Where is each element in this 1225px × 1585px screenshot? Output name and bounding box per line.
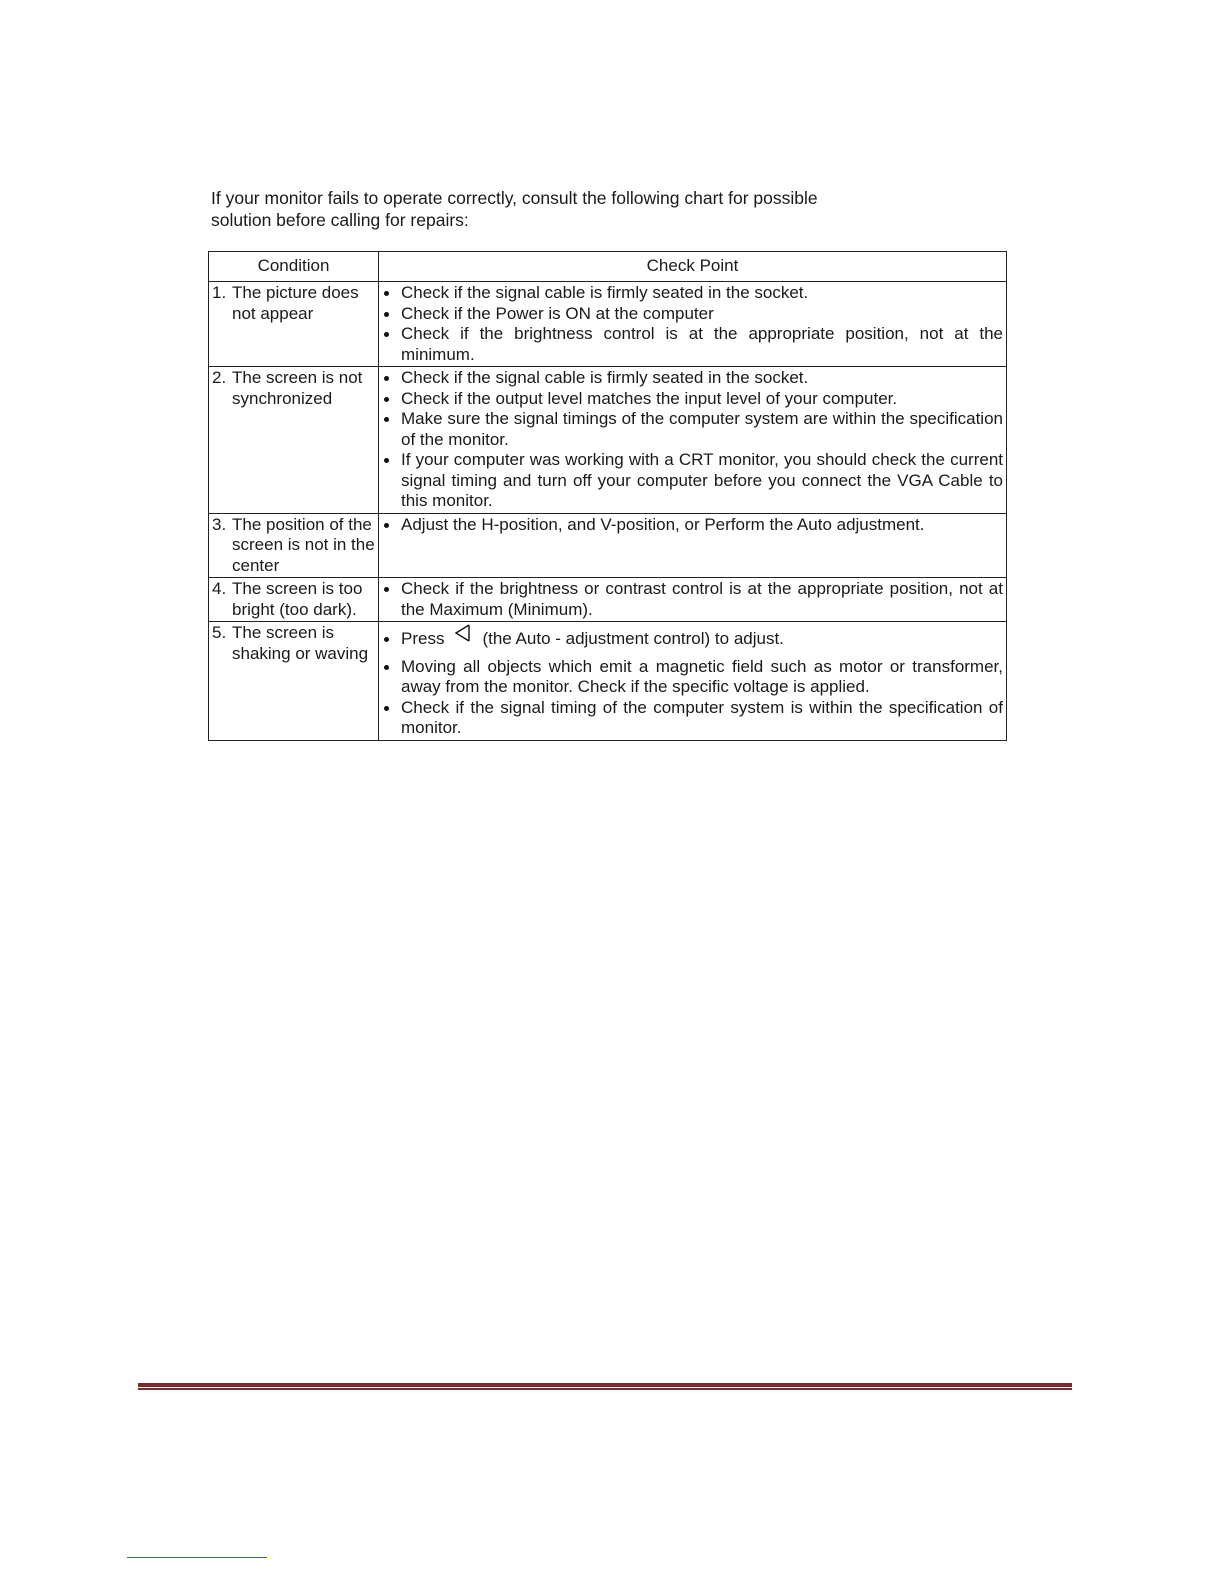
table-row (209, 367, 1007, 514)
condition-cell (209, 513, 379, 578)
footer-rule (138, 1383, 1072, 1390)
condition-number: 4. (212, 579, 227, 598)
check-item: Check if the signal cable is firmly seated in the socket. (382, 283, 1003, 304)
condition-text: The screen is shaking or waving (232, 623, 369, 663)
intro-line-1: If your monitor fails to operate correctly, consult the following chart for possible (211, 188, 818, 208)
footer-rule-thin (138, 1388, 1072, 1390)
footnote-separator (127, 1557, 267, 1558)
check-item: Check if the Power is ON at the computer (382, 304, 1003, 325)
auto-adjust-triangle-icon (454, 623, 472, 643)
check-item: If your computer was working with a CRT monitor, you should check the current signal timing and turn off your computer before you connect the VGA Cable to this monitor. (382, 450, 1003, 512)
check-item: Moving all objects which emit a magnetic field such as motor or transformer, away from the monitor. Check if the specific voltage is applied. (382, 657, 1003, 698)
condition-cell (209, 282, 379, 367)
check-item-press (382, 629, 1003, 650)
check-point-cell (379, 282, 1007, 367)
check-item: Adjust the H-position, and V-position, or Perform the Auto adjustment. (382, 515, 1003, 536)
press-prefix: Press (401, 629, 445, 648)
check-item: Check if the signal timing of the computer system is within the specification of monitor. (382, 698, 1003, 739)
condition-number: 3. (212, 514, 227, 534)
intro-line-2: solution before calling for repairs: (211, 210, 469, 230)
intro-paragraph (211, 187, 971, 231)
table-row (209, 578, 1007, 622)
check-item: Make sure the signal timings of the computer system are within the specification of the monitor. (382, 409, 1003, 450)
check-point-cell (379, 578, 1007, 622)
condition-cell (209, 578, 379, 622)
table-header-row (209, 252, 1007, 282)
condition-cell (209, 367, 379, 514)
condition-number: 2. (212, 368, 227, 387)
condition-text: The screen is not synchronized (232, 368, 363, 408)
check-item: Check if the brightness or contrast control is at the appropriate position, not at the Maximum (Minimum). (382, 579, 1003, 620)
troubleshooting-table (208, 251, 1007, 741)
check-point-cell (379, 367, 1007, 514)
table-row (209, 282, 1007, 367)
check-item: Check if the brightness control is at the appropriate position, not at the minimum. (382, 324, 1003, 365)
condition-text: The screen is too bright (too dark). (232, 579, 363, 619)
condition-text: The position of the screen is not in the center (232, 514, 375, 575)
footer-rule-thick (138, 1383, 1072, 1387)
check-point-cell (379, 513, 1007, 578)
condition-number: 5. (212, 623, 227, 642)
table-row (209, 622, 1007, 741)
condition-number: 1. (212, 283, 227, 302)
check-point-cell (379, 622, 1007, 741)
check-item: Check if the signal cable is firmly seated in the socket. (382, 368, 1003, 389)
condition-cell (209, 622, 379, 741)
table-row (209, 513, 1007, 578)
header-condition: Condition (209, 252, 379, 282)
press-suffix: (the Auto - adjustment control) to adjust. (482, 629, 784, 648)
header-check-point: Check Point (379, 252, 1007, 282)
check-item: Check if the output level matches the input level of your computer. (382, 389, 1003, 410)
condition-text: The picture does not appear (232, 283, 359, 323)
